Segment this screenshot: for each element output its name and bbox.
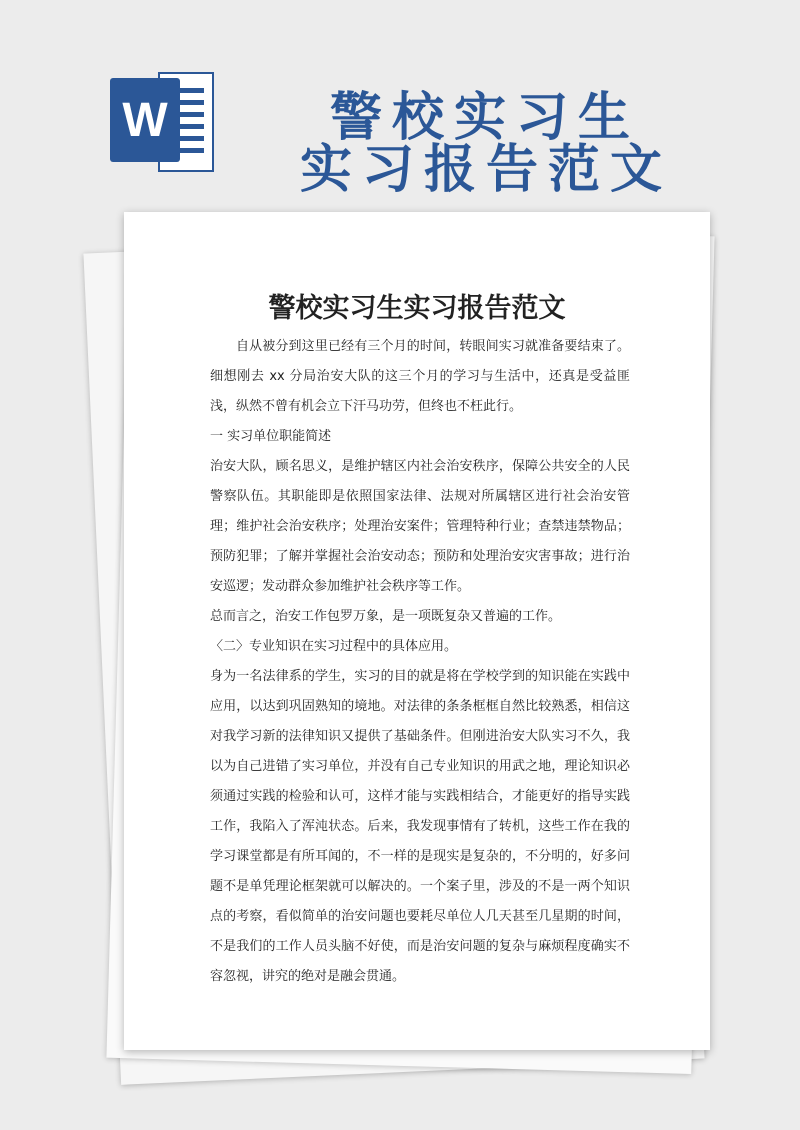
document-paragraph: 一 实习单位职能简述 <box>210 429 332 444</box>
document-paragraph: 治安大队，顾名思义，是维护辖区内社会治安秩序，保障公共安全的人民警察队伍。其职能即是依照国家法律、法规对所属辖区进行社会治安管理；维护社会治安秩序；处理治安案件；管理特种行业；查禁违禁物品；预防犯罪；了解并掌握社会治安动态；预防和处理治安灾害事故；进行治安巡逻；发动群众参加维护社会秩序等工作。 <box>210 459 630 594</box>
document-paragraph: 〈二〉专业知识在实习过程中的具体应用。 <box>210 639 458 654</box>
document-title: 警校实习生实习报告范文 <box>268 293 566 324</box>
page-header <box>0 0 800 210</box>
document-page <box>124 212 710 1050</box>
word-letter-badge: W <box>110 78 180 162</box>
header-title-line2: 实习报告范文 <box>300 140 673 200</box>
document-body <box>210 332 630 992</box>
document-paragraph: 总而言之，治安工作包罗万象，是一项既复杂又普遍的工作。 <box>210 609 562 624</box>
document-paragraph: 身为一名法律系的学生，实习的目的就是将在学校学到的知识能在实践中应用，以达到巩固熟知的境地。对法律的条条框框自然比较熟悉，相信这对我学习新的法律知识又提供了基础条件。但刚进治安大队实习不久，我以为自己进错了实习单位，并没有自己专业知识的用武之地，理论知识必须通过实践的检验和认可，这样才能与实践相结合，才能更好的指导实践工作，我陷入了浑沌状态。后来，我发现事情有了转机，这些工作在我的学习课堂都是有所耳闻的，不一样的是现实是复杂的，不分明的，好多问题不是单凭理论框架就可以解决的。一个案子里，涉及的不是一两个知识点的考察，看似简单的治安问题也要耗尽单位人几天甚至几星期的时间，不是我们的工作人员头脑不好使，而是治安问题的复杂与麻烦程度确实不容忽视，讲究的绝对是融会贯通。 <box>210 669 630 984</box>
document-paragraph: 自从被分到这里已经有三个月的时间，转眼间实习就准备要结束了。细想刚去 xx 分局治安大队的这三个月的学习与生活中，还真是受益匪浅，纵然不曾有机会立下汗马功劳，但终也不枉此行。 <box>210 339 630 414</box>
header-title-line1: 警校实习生 <box>330 88 641 148</box>
